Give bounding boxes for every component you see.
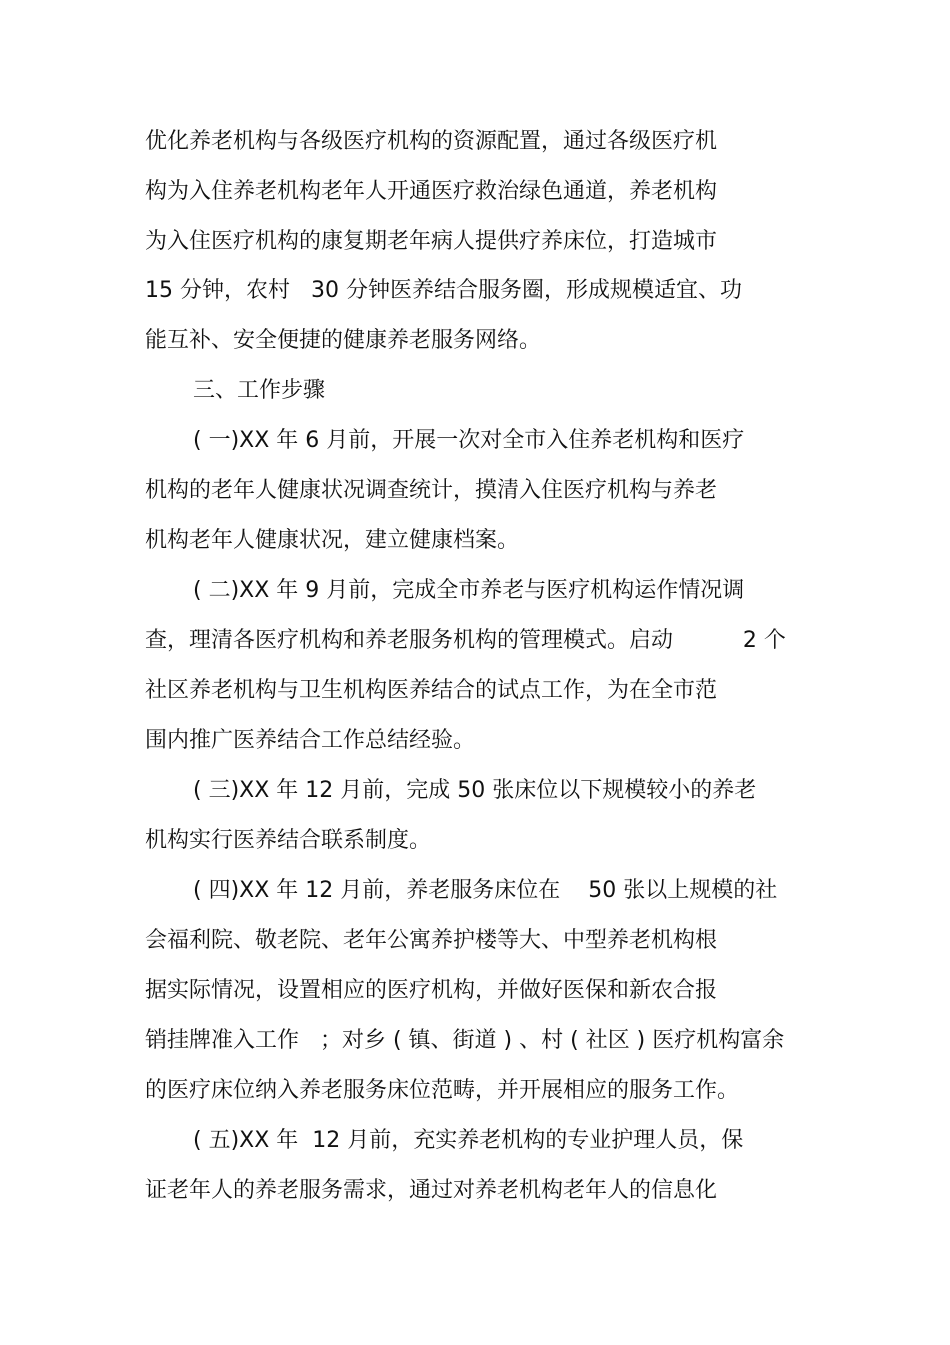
text-line: 能互补、安全便捷的健康养老服务网络。	[145, 328, 542, 353]
text-line: 15 分钟，农村 30 分钟医养结合服务圈，形成规模适宜、功	[145, 278, 742, 303]
section-heading: 三、工作步骤	[193, 378, 326, 403]
text-line: 机构实行医养结合联系制度。	[145, 828, 432, 853]
text-line: 据实际情况，设置相应的医疗机构，并做好医保和新农合报	[145, 978, 718, 1003]
text-line: 围内推广医养结合工作总结经验。	[145, 728, 476, 753]
text-line: ( 二)XX 年 9 月前，完成全市养老与医疗机构运作情况调	[193, 578, 745, 603]
text-line: 会福利院、敬老院、老年公寓养护楼等大、中型养老机构根	[145, 928, 718, 953]
text-line: 构为入住养老机构老年人开通医疗救治绿色通道，养老机构	[145, 179, 718, 204]
text-line: 机构老年人健康状况，建立健康档案。	[145, 528, 520, 553]
text-line: 查，理清各医疗机构和养老服务机构的管理模式。启动 2 个	[145, 628, 786, 653]
text-line: ( 三)XX 年 12 月前，完成 50 张床位以下规模较小的养老	[193, 778, 757, 803]
text-line: 优化养老机构与各级医疗机构的资源配置，通过各级医疗机	[145, 129, 718, 154]
text-line: ( 五)XX 年 12 月前，充实养老机构的专业护理人员，保	[193, 1128, 744, 1153]
text-line: 的医疗床位纳入养老服务床位范畴，并开展相应的服务工作。	[145, 1078, 740, 1103]
text-line: 证老年人的养老服务需求，通过对养老机构老年人的信息化	[145, 1178, 718, 1203]
text-line: 为入住医疗机构的康复期老年病人提供疗养床位，打造城市	[145, 229, 718, 254]
text-line: ( 一)XX 年 6 月前，开展一次对全市入住养老机构和医疗	[193, 428, 745, 453]
text-line: 社区养老机构与卫生机构医养结合的试点工作，为在全市范	[145, 678, 718, 703]
text-line: ( 四)XX 年 12 月前，养老服务床位在 50 张以上规模的社	[193, 878, 778, 903]
text-line: 机构的老年人健康状况调查统计，摸清入住医疗机构与养老	[145, 478, 718, 503]
text-line: 销挂牌准入工作 ；对乡 ( 镇、街道 ) 、村 ( 社区 ) 医疗机构富余	[145, 1028, 785, 1053]
